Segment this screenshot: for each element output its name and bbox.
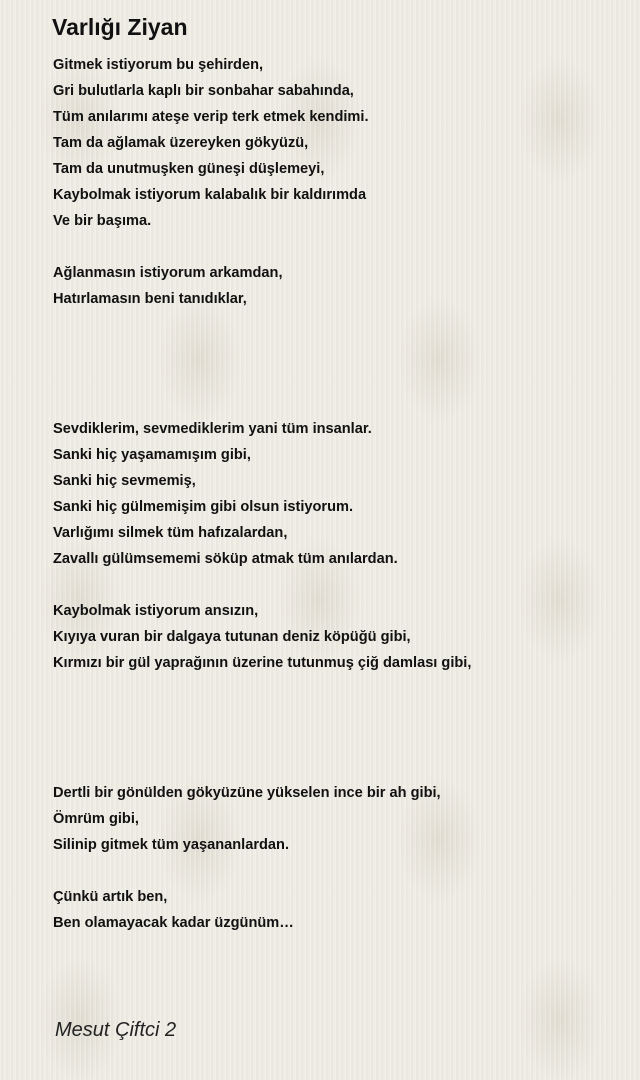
blank-line	[53, 702, 623, 728]
blank-line	[53, 676, 623, 702]
poem-line: Kırmızı bir gül yaprağının üzerine tutunmuş çiğ damlası gibi,	[53, 655, 472, 671]
blank-line	[53, 234, 623, 260]
poem-line: Zavallı gülümsememi söküp atmak tüm anılardan.	[53, 551, 398, 567]
poem-body	[53, 52, 623, 936]
blank-line	[53, 312, 623, 338]
poem-line: Ve bir başıma.	[53, 213, 152, 229]
poem-author: Mesut Çiftci 2	[55, 1019, 177, 1041]
poem-line: Varlığımı silmek tüm hafızalardan,	[53, 525, 288, 541]
poem-line: Kıyıya vuran bir dalgaya tutunan deniz köpüğü gibi,	[53, 629, 411, 645]
poem-line: Tam da unutmuşken güneşi düşlemeyi,	[53, 161, 325, 177]
poem-line: Dertli bir gönülden gökyüzüne yükselen ince bir ah gibi,	[53, 785, 441, 801]
poem-line: Sevdiklerim, sevmediklerim yani tüm insanlar.	[53, 421, 372, 437]
poem-line: Kaybolmak istiyorum kalabalık bir kaldırımda	[53, 187, 367, 203]
poem-line: Tüm anılarımı ateşe verip terk etmek kendimi.	[53, 109, 369, 125]
poem-line: Sanki hiç yaşamamışım gibi,	[53, 447, 251, 463]
poem-line: Sanki hiç sevmemiş,	[53, 473, 196, 489]
blank-line	[53, 728, 623, 754]
blank-line	[53, 338, 623, 364]
poem-line: Çünkü artık ben,	[53, 889, 168, 905]
blank-line	[53, 390, 623, 416]
poem-line: Ben olamayacak kadar üzgünüm…	[53, 915, 294, 931]
blank-line	[53, 364, 623, 390]
poem-line: Sanki hiç gülmemişim gibi olsun istiyorum.	[53, 499, 354, 515]
poem-line: Ömrüm gibi,	[53, 811, 139, 827]
poem-line: Hatırlamasın beni tanıdıklar,	[53, 291, 247, 307]
poem-title: Varlığı Ziyan	[52, 14, 188, 40]
blank-line	[53, 754, 623, 780]
poem-container	[53, 12, 623, 936]
poem-line: Ağlanmasın istiyorum arkamdan,	[53, 265, 283, 281]
poem-line: Gitmek istiyorum bu şehirden,	[53, 57, 264, 73]
poem-line: Tam da ağlamak üzereyken gökyüzü,	[53, 135, 309, 151]
blank-line	[53, 572, 623, 598]
poem-line: Kaybolmak istiyorum ansızın,	[53, 603, 259, 619]
poem-line: Silinip gitmek tüm yaşananlardan.	[53, 837, 289, 853]
blank-line	[53, 858, 623, 884]
poem-line: Gri bulutlarla kaplı bir sonbahar sabahında,	[53, 83, 354, 99]
